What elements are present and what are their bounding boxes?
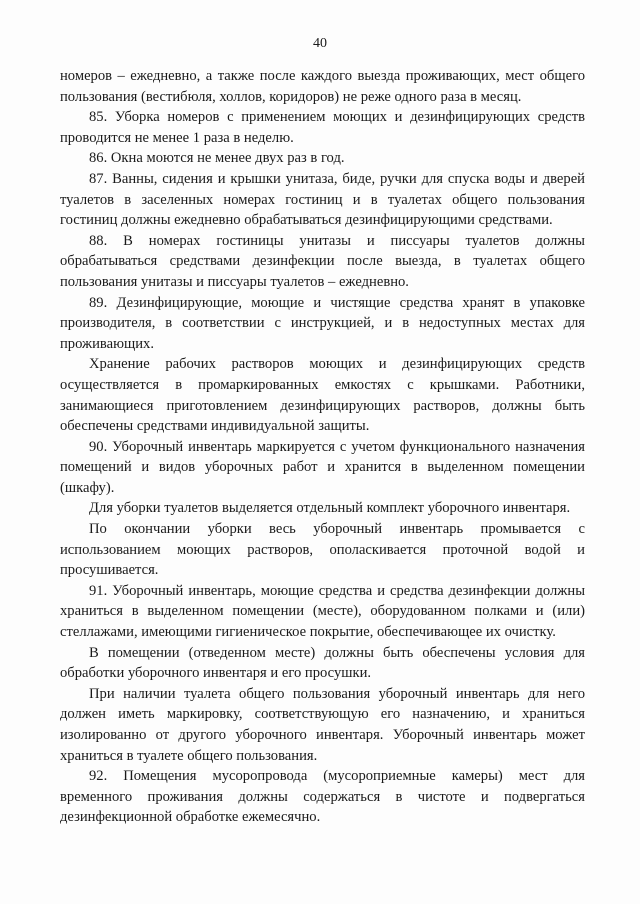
document-body (60, 66, 585, 828)
paragraph-90: 90. Уборочный инвентарь маркируется с учетом функционального назначения помещений и видов уборочных работ и хранится в выделенном помещении (шкафу). (60, 438, 585, 496)
paragraph-85: 85. Уборка номеров с применением моющих и дезинфицирующих средств проводится не менее 1 раза в неделю. (60, 109, 585, 146)
paragraph-89-storage: Хранение рабочих растворов моющих и дезинфицирующих средств осуществляется в промаркированных емкостях с крышками. Работники, занимающиеся приготовлением дезинфицирующих растворов, должны быть обеспечены средствами индивидуальной защиты. (60, 356, 585, 435)
paragraph-87: 87. Ванны, сидения и крышки унитаза, биде, ручки для спуска воды и дверей туалетов в заселенных номерах гостиниц и в туалетах общего пользования гостиниц должны ежедневно обрабатываться дезинфицирующими средствами. (60, 170, 585, 229)
page-number: 40 (313, 36, 327, 51)
paragraph-91-public-toilet: При наличии туалета общего пользования уборочный инвентарь для него должен иметь маркировку, соответствующую его назначению, и храниться изолированно от другого уборочного инвентаря. Уборочный инвентарь может храниться в туалете общего пользования. (60, 685, 585, 764)
paragraph-89: 89. Дезинфицирующие, моющие и чистящие средства хранят в упаковке производителя, в соответствии с инструкцией, и в недоступных местах для проживающих. (60, 294, 585, 352)
paragraph-86: 86. Окна моются не менее двух раз в год. (89, 150, 345, 167)
paragraph-continuation: номеров – ежедневно, а также после каждого выезда проживающих, мест общего пользования (вестибюля, холлов, коридоров) не реже одного раза в месяц. (60, 68, 585, 105)
paragraph-91-conditions: В помещении (отведенном месте) должны быть обеспечены условия для обработки уборочного инвентаря и его просушки. (60, 644, 585, 682)
paragraph-92: 92. Помещения мусоропровода (мусороприемные камеры) мест для временного проживания должны содержаться в чистоте и подвергаться дезинфекционной обработке ежемесячно. (60, 768, 585, 826)
paragraph-90-after-cleaning: По окончании уборки весь уборочный инвентарь промывается с использованием моющих растворов, ополаскивается проточной водой и просушивается. (60, 521, 585, 579)
paragraph-88: 88. В номерах гостиницы унитазы и писсуары туалетов должны обрабатываться средствами дезинфекции после выезда, в туалетах общего пользования унитазы и писсуары туалетов – ежедневно. (60, 232, 585, 290)
paragraph-91: 91. Уборочный инвентарь, моющие средства и средства дезинфекции должны храниться в выделенном помещении (месте), оборудованном полками и (или) стеллажами, имеющими гигиеническое покрытие, обеспечивающее их очистку. (60, 582, 585, 641)
paragraph-90-toilets: Для уборки туалетов выделяется отдельный комплект уборочного инвентаря. (89, 500, 571, 517)
